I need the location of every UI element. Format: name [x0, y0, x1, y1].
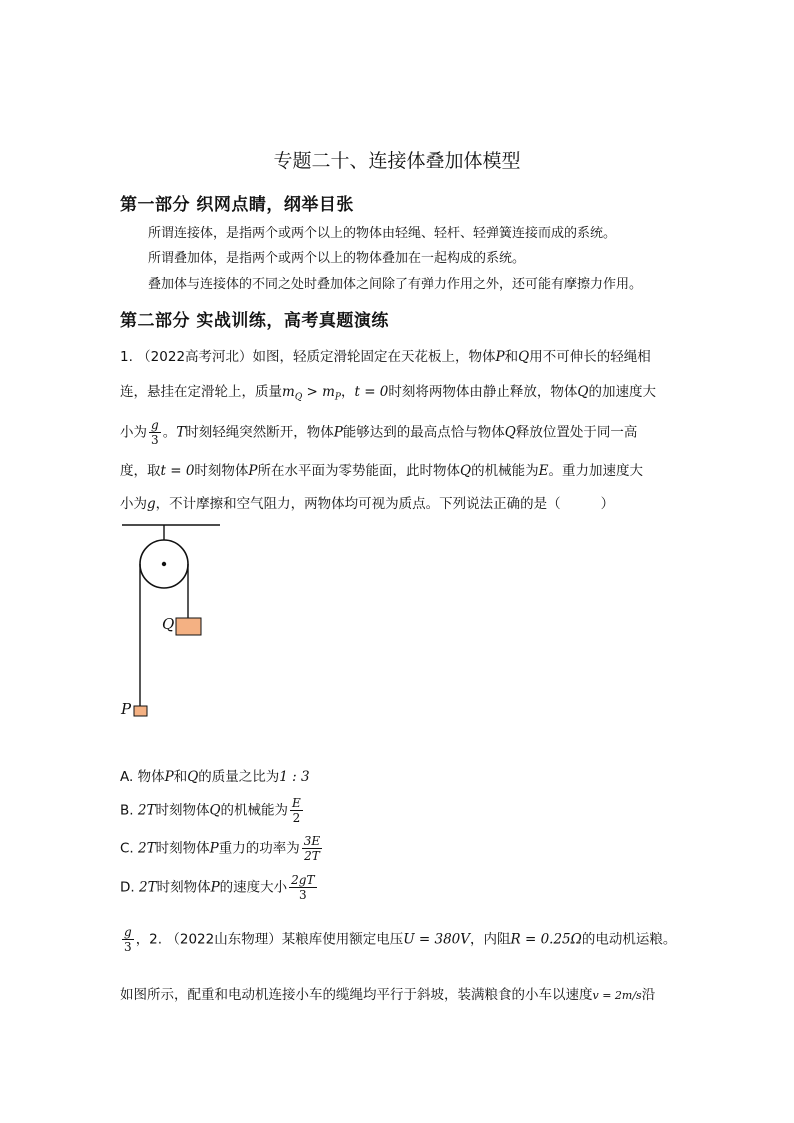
label-q: Q — [162, 615, 175, 633]
q1-line-3: 小为 $\frac{g}{3}$ 。T时刻轻绳突然断开，物体P能够达到的最高点恰与物体Q释放位置处于同一高 — [120, 418, 638, 447]
page-title: 专题二十、连接体叠加体模型 — [273, 150, 521, 172]
q1-line-1: 1. （2022高考河北）如图，轻质定滑轮固定在天花板上，物体P和Q用不可伸长的轻绳相 — [120, 349, 651, 365]
q1-line-4: 度，取t = 0时刻物体P所在水平面为零势能面，此时物体Q的机械能为E。重力加速度大 — [120, 463, 643, 479]
block-p — [134, 706, 147, 716]
option-c: C. 2T时刻物体P重力的功率为 $\frac{3E}{2T}$ — [120, 834, 321, 863]
pulley-axle — [162, 562, 166, 566]
part1-heading: 第一部分 织网点睛，纲举目张 — [120, 195, 354, 215]
part1-paragraph-1: 所谓连接体，是指两个或两个以上的物体由轻绳、轻杆、轻弹簧连接而成的系统。 — [148, 226, 617, 241]
g-over-3-fraction: $\frac{g}{3}$ — [151, 418, 159, 447]
option-b: B. 2T时刻物体Q的机械能为 $\frac{E}{2}$ — [120, 796, 301, 825]
option-d: D. 2T时刻物体P的速度大小 $\frac{2gT}{3}$ — [120, 873, 315, 902]
label-p: P — [121, 700, 132, 718]
q1-line-5: 小为g，不计摩擦和空气阻力，两物体均可视为质点。下列说法正确的是（ ） — [120, 496, 615, 512]
part1-paragraph-3: 叠加体与连接体的不同之处时叠加体之间除了有弹力作用之外，还可能有摩擦力作用。 — [148, 277, 643, 292]
q2-line-1: $\frac{g}{3}$ ，2. （2022山东物理）某粮库使用额定电压U = 380V，内阻R = 0.25Ω的电动机运粮。 — [124, 925, 677, 954]
part2-heading: 第二部分 实战训练，高考真题演练 — [120, 311, 389, 331]
part1-paragraph-2: 所谓叠加体，是指两个或两个以上的物体叠加在一起构成的系统。 — [148, 251, 526, 266]
q1-line-2: 连，悬挂在定滑轮上，质量$m_Q > m_P$，t = 0时刻将两物体由静止释放，物体Q的加速度大 — [120, 384, 656, 403]
option-a: A. 物体P和Q的质量之比为1 : 3 — [120, 769, 310, 785]
block-q — [176, 618, 201, 635]
stray-g-over-3-fraction: $\frac{g}{3}$ — [124, 925, 132, 954]
q2-line-2: 如图所示，配重和电动机连接小车的缆绳均平行于斜坡，装满粮食的小车以速度v = 2m/s沿 — [120, 987, 656, 1003]
